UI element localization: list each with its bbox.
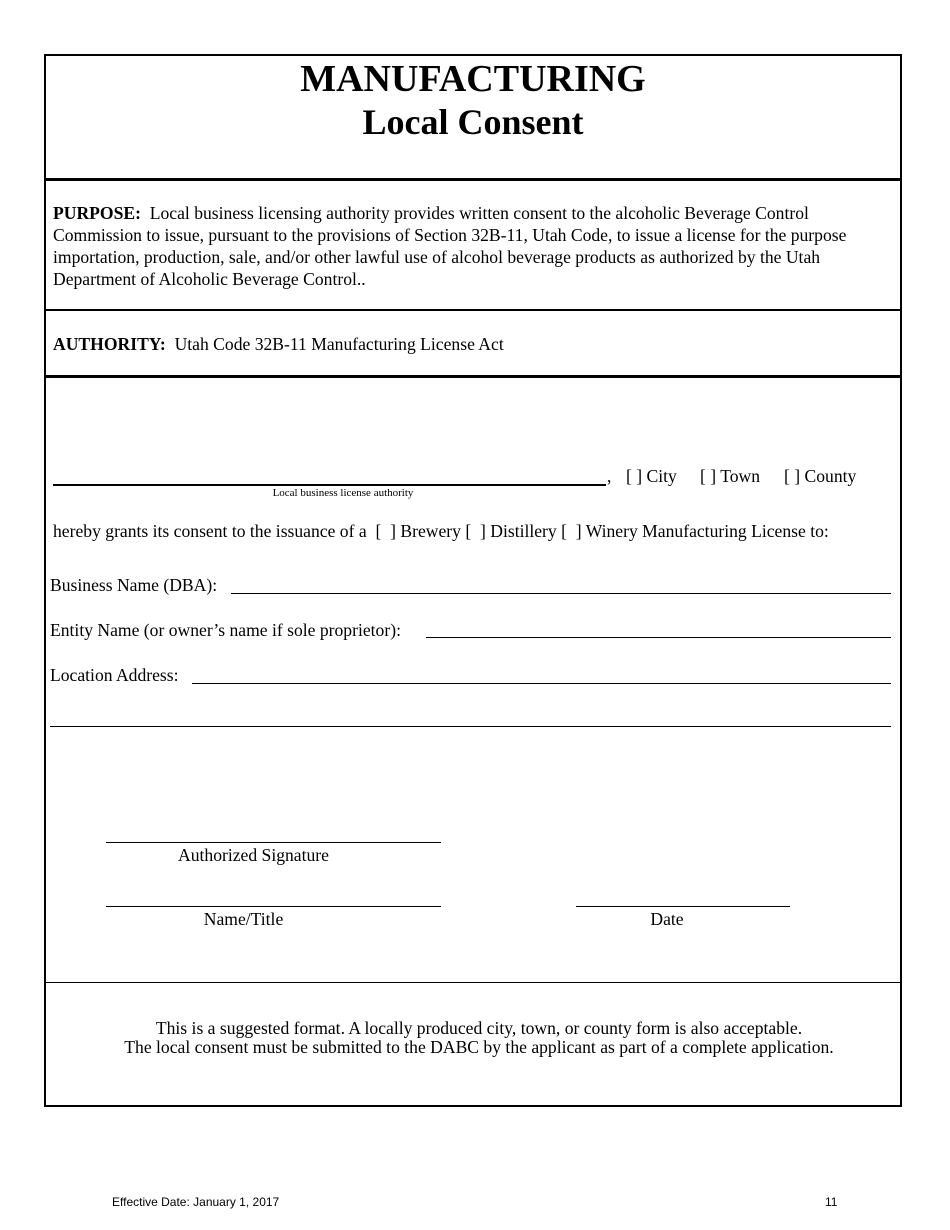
- location-address-field-line2[interactable]: [50, 726, 891, 727]
- name-title-field[interactable]: [106, 906, 441, 907]
- business-name-label: Business Name (DBA):: [50, 575, 218, 595]
- format-note-line1: This is a suggested format. A locally produced city, town, or county form is also acceptable.: [155, 1018, 803, 1038]
- authority-divider: [44, 375, 902, 378]
- authorized-signature-field[interactable]: [106, 842, 441, 843]
- city-checkbox[interactable]: [ ] City: [626, 466, 677, 486]
- authority-section: [53, 333, 898, 355]
- entity-name-field[interactable]: [426, 637, 891, 638]
- form-title: MANUFACTURING: [300, 58, 646, 100]
- header-divider: [44, 178, 902, 181]
- page-number: 11: [825, 1195, 838, 1209]
- authorized-signature-label: Authorized Signature: [178, 845, 329, 865]
- purpose-divider: [44, 309, 902, 311]
- grant-statement: hereby grants its consent to the issuance of a [ ] Brewery [ ] Distillery [ ] Winery Manufacturing License to:: [53, 521, 829, 541]
- town-checkbox[interactable]: [ ] Town: [700, 466, 761, 486]
- authority-label: AUTHORITY:: [53, 334, 166, 354]
- signature-divider: [44, 982, 902, 983]
- effective-date: Effective Date: January 1, 2017: [112, 1195, 280, 1209]
- purpose-text: Local business licensing authority provides written consent to the alcoholic Beverage Control Commission to issue, pursuant to the provisions of Section 32B-11, Utah Code, to issue a license for the purpose importation, production, sale, and/or other lawful use of alcohol beverage products as authorized by the Utah Department of Alcoholic Beverage Control..: [53, 203, 847, 289]
- local-authority-caption: Local business license authority: [272, 487, 414, 499]
- authority-comma: ,: [607, 466, 612, 486]
- business-name-field[interactable]: [231, 593, 891, 594]
- format-note-line2: The local consent must be submitted to the DABC by the applicant as part of a complete application.: [124, 1037, 834, 1057]
- location-address-field[interactable]: [192, 683, 891, 684]
- purpose-label: PURPOSE:: [53, 203, 141, 223]
- location-address-label: Location Address:: [50, 665, 179, 685]
- authority-text: Utah Code 32B-11 Manufacturing License Act: [174, 334, 504, 354]
- entity-name-label: Entity Name (or owner’s name if sole proprietor):: [50, 620, 401, 640]
- name-title-label: Name/Title: [203, 909, 284, 929]
- purpose-section: [53, 202, 898, 290]
- local-authority-field[interactable]: [53, 484, 606, 486]
- form-subtitle: Local Consent: [362, 102, 584, 142]
- county-checkbox[interactable]: [ ] County: [784, 466, 857, 486]
- date-label: Date: [650, 909, 684, 929]
- date-field[interactable]: [576, 906, 790, 907]
